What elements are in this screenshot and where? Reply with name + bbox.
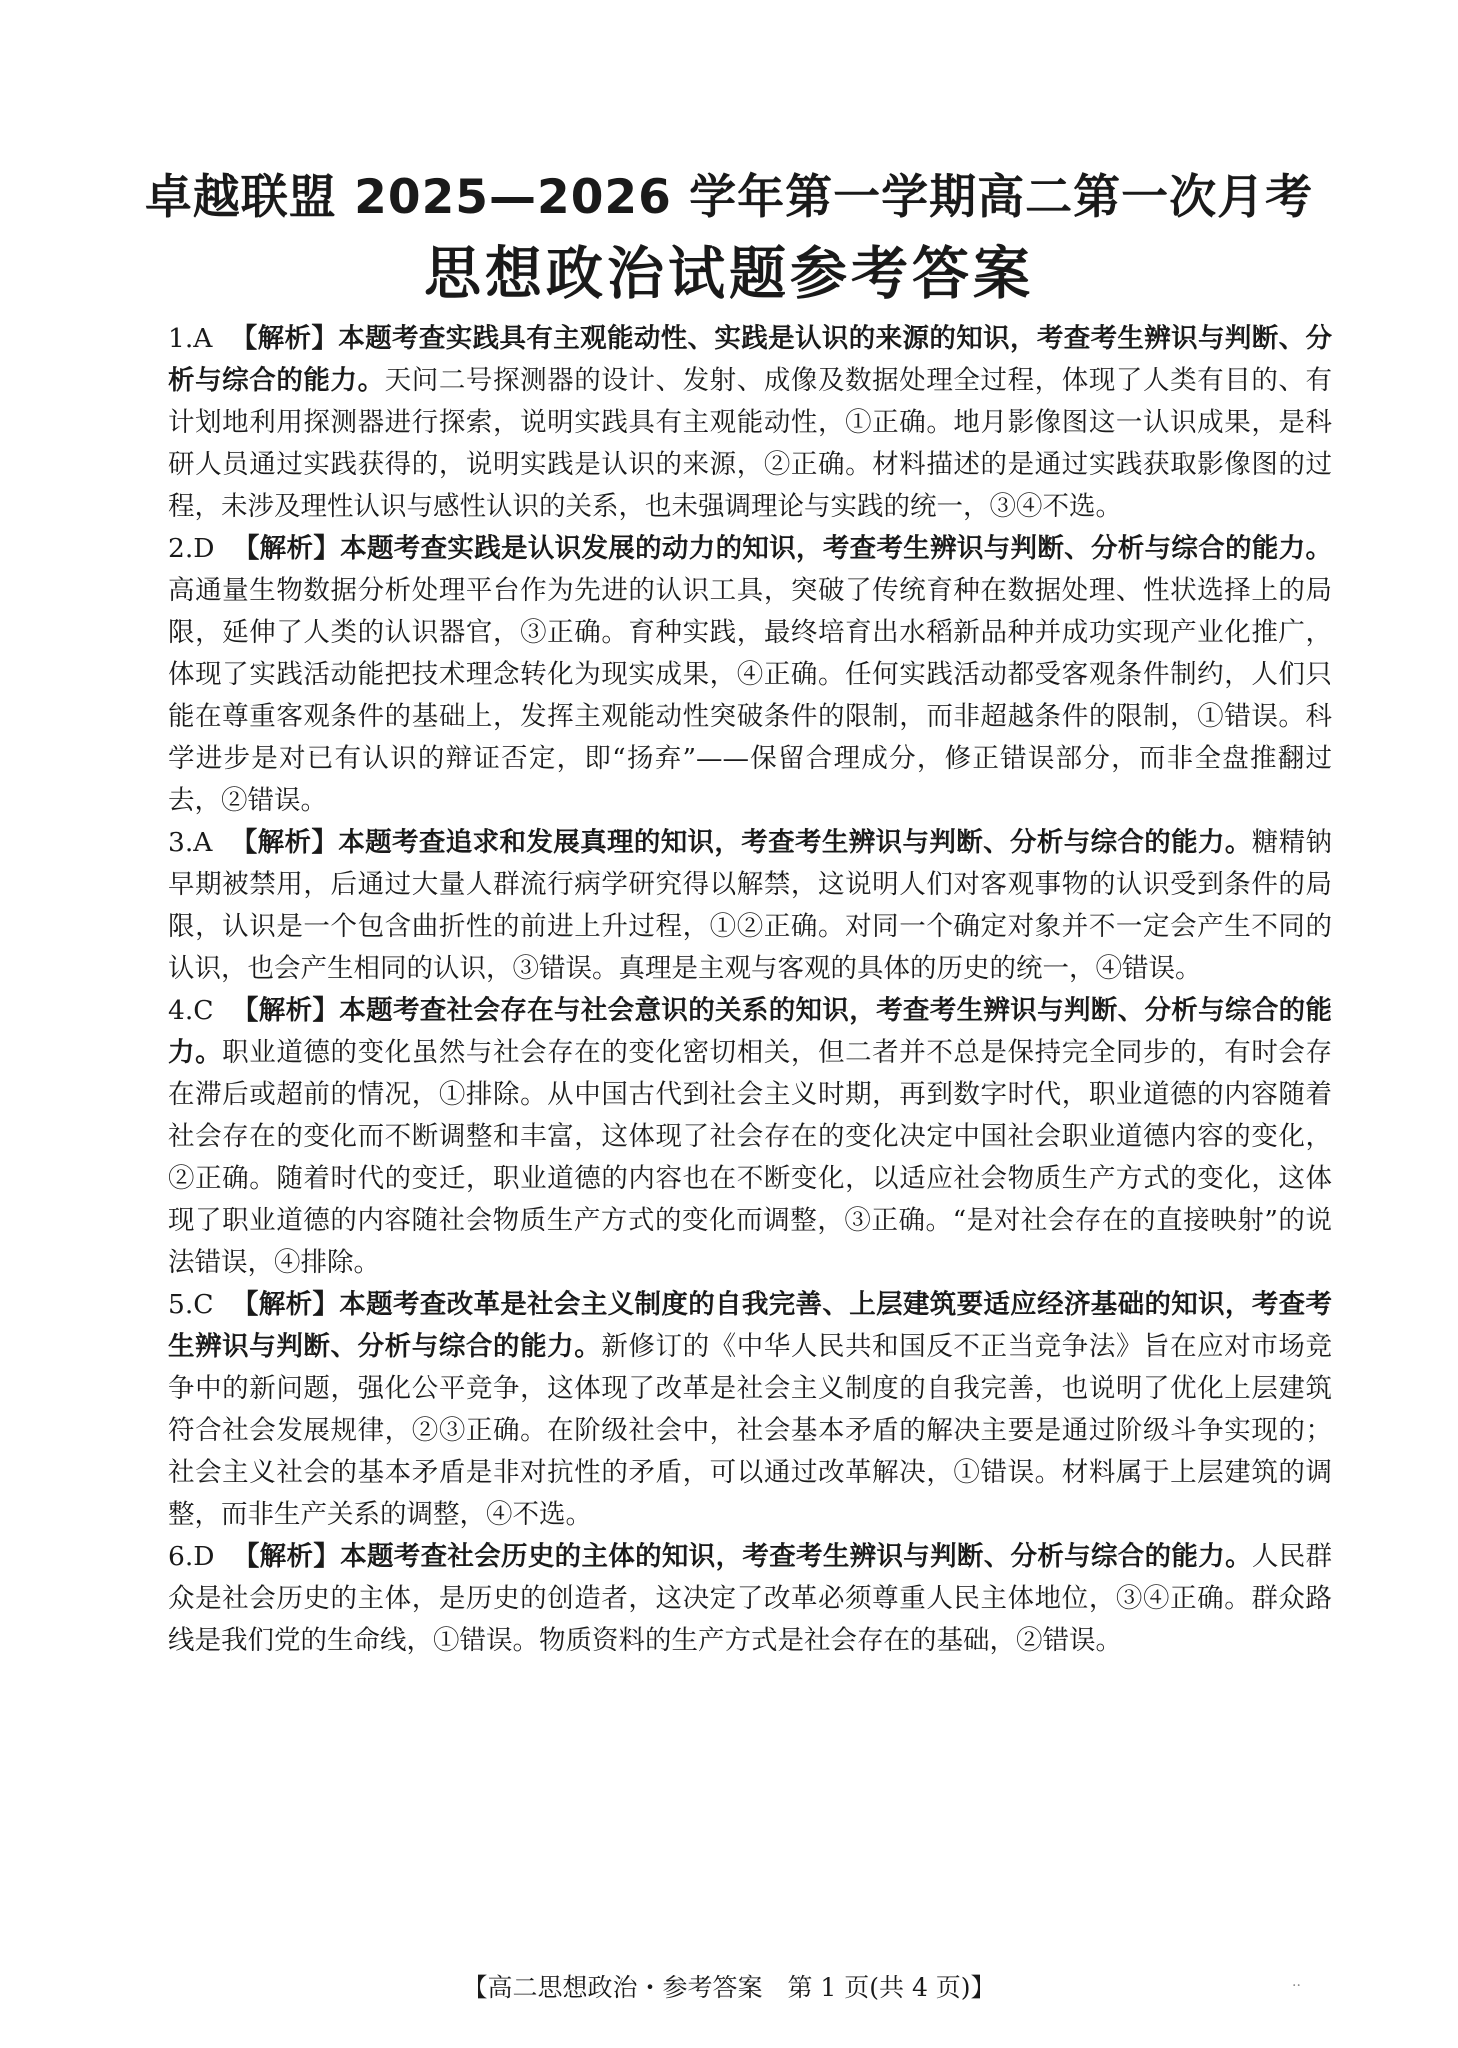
analysis-tag: 【解析】 <box>232 533 341 564</box>
answer-choice: A <box>193 323 213 354</box>
analysis-focus: 本题考查社会存在与社会意识的关系的知识，考查考生辨识与判断、分析与综合的能力。 <box>168 995 1333 1068</box>
answer-item-6 <box>168 1536 1332 1662</box>
answer-item-5 <box>168 1284 1332 1536</box>
analysis-body: 职业道德的变化虽然与社会存在的变化密切相关，但二者并不总是保持完全同步的，有时会存在滞后或超前的情况，①排除。从中国古代到社会主义时期，再到数字时代，职业道德的内容随着社会存在的变化而不断调整和丰富，这体现了社会存在的变化决定中国社会职业道德内容的变化，②正确。随着时代的变迁，职业道德的内容也在不断变化，以适应社会物质生产方式的变化，这体现了职业道德的内容随社会物质生产方式的变化而调整，③正确。“是对社会存在的直接映射”的说法错误，④排除。 <box>168 1037 1333 1278</box>
analysis-tag: 【解析】 <box>231 1289 340 1320</box>
analysis-tag: 【解析】 <box>232 1541 341 1572</box>
analysis-tag: 【解析】 <box>230 323 339 354</box>
analysis-focus: 本题考查追求和发展真理的知识，考查考生辨识与判断、分析与综合的能力。 <box>338 827 1252 858</box>
answer-key-title: 思想政治试题参考答案 <box>424 241 1034 307</box>
analysis-focus: 本题考查社会历史的主体的知识，考查考生辨识与判断、分析与综合的能力。 <box>340 1541 1252 1572</box>
analysis-body: 高通量生物数据分析处理平台作为先进的认识工具，突破了传统育种在数据处理、性状选择上的局限，延伸了人类的认识器官，③正确。育种实践，最终培育出水稻新品种并成功实现产业化推广，体现了实践活动能把技术理念转化为现实成果，④正确。任何实践活动都受客观条件制约，人们只能在尊重客观条件的基础上，发挥主观能动性突破条件的限制，而非超越条件的限制，①错误。科学进步是对已有认识的辩证否定，即“扬弃”——保留合理成分，修正错误部分，而非全盘推翻过去，②错误。 <box>168 575 1332 816</box>
analysis-tag: 【解析】 <box>231 995 340 1026</box>
exam-title: 卓越联盟 2025—2026 学年第一学期高二第一次月考 <box>144 170 1314 225</box>
answer-number: 4. <box>168 995 194 1026</box>
answer-number: 5. <box>168 1289 194 1320</box>
analysis-focus: 本题考查实践是认识发展的动力的知识，考查考生辨识与判断、分析与综合的能力。 <box>340 533 1333 564</box>
answer-number: 2. <box>168 533 194 564</box>
analysis-body: 人民群众是社会历史的主体，是历史的创造者，这决定了改革必须尊重人民主体地位，③④正确。群众路线是我们党的生命线，①错误。物质资料的生产方式是社会存在的基础，②错误。 <box>168 1541 1333 1656</box>
answer-item-3 <box>168 822 1332 990</box>
answer-item-2 <box>168 528 1332 822</box>
page-footer: 【高二思想政治・参考答案 第 1 页(共 4 页)】 <box>462 1973 996 2002</box>
answer-choice: A <box>193 827 213 858</box>
analysis-body: 天问二号探测器的设计、发射、成像及数据处理全过程，体现了人类有目的、有计划地利用探测器进行探索，说明实践具有主观能动性，①正确。地月影像图这一认识成果，是科研人员通过实践获得的，说明实践是认识的来源，②正确。材料描述的是通过实践获取影像图的过程，未涉及理性认识与感性认识的关系，也未强调理论与实践的统一，③④不选。 <box>168 365 1333 522</box>
answer-choice: C <box>193 995 214 1026</box>
analysis-body: 新修订的《中华人民共和国反不正当竞争法》旨在应对市场竞争中的新问题，强化公平竞争，这体现了改革是社会主义制度的自我完善，也说明了优化上层建筑符合社会发展规律，②③正确。在阶级社会中，社会基本矛盾的解决主要是通过阶级斗争实现的；社会主义社会的基本矛盾是非对抗性的矛盾，可以通过改革解决，①错误。材料属于上层建筑的调整，而非生产关系的调整，④不选。 <box>168 1331 1333 1530</box>
answer-number: 3. <box>168 827 194 858</box>
answer-choice: D <box>193 533 215 564</box>
answer-list <box>168 318 1332 1662</box>
analysis-focus: 本题考查改革是社会主义制度的自我完善、上层建筑要适应经济基础的知识，考查考生辨识与判断、分析与综合的能力。 <box>168 1289 1333 1362</box>
answer-number: 6. <box>168 1541 194 1572</box>
analysis-tag: 【解析】 <box>230 827 339 858</box>
answer-item-1 <box>168 318 1332 528</box>
analysis-body: 糖精钠早期被禁用，后通过大量人群流行病学研究得以解禁，这说明人们对客观事物的认识受到条件的局限，认识是一个包含曲折性的前进上升过程，①②正确。对同一个确定对象并不一定会产生不同的认识，也会产生相同的认识，③错误。真理是主观与客观的具体的历史的统一，④错误。 <box>168 827 1333 984</box>
answer-number: 1. <box>168 323 194 354</box>
corner-mark: ·· <box>1292 1978 1301 1994</box>
answer-choice: D <box>193 1541 215 1572</box>
analysis-focus: 本题考查实践具有主观能动性、实践是认识的来源的知识，考查考生辨识与判断、分析与综合的能力。 <box>168 323 1333 396</box>
answer-choice: C <box>193 1289 214 1320</box>
answer-item-4 <box>168 990 1332 1284</box>
